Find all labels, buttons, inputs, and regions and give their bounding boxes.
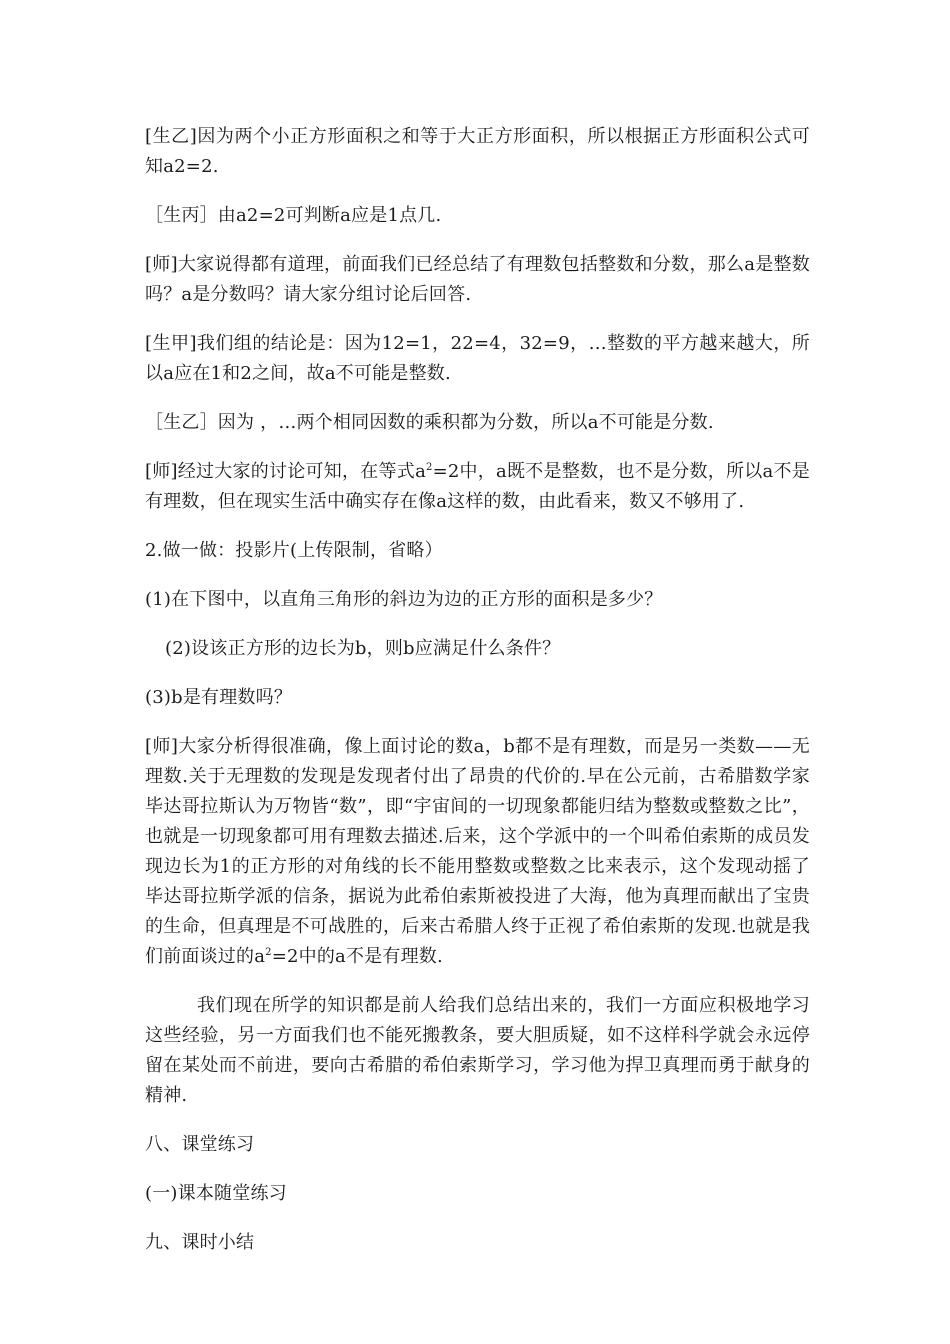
paragraph-student-bing: ［生丙］由a2=2可判断a应是1点几. — [145, 205, 442, 226]
question-2: (2)设该正方形的边长为b，则b应满足什么条件？ — [165, 638, 561, 659]
superscript: 2 — [265, 947, 272, 958]
paragraph-teacher-conclusion — [145, 457, 810, 517]
paragraph-student-jia: [生甲]我们组的结论是：因为12=1，22=4，32=9，…整数的平方越来越大，所以a应在1和2之间，故a不可能是整数. — [145, 333, 810, 384]
heading-classroom-practice: 八、课堂练习 — [145, 1134, 255, 1155]
paragraph-teacher-question: [师]大家说得都有道理，前面我们已经总结了有理数包括整数和分数，那么a是整数吗？a是分数吗？请大家分组讨论后回答. — [145, 254, 810, 305]
paragraph-reflection: 我们现在所学的知识都是前人给我们总结出来的，我们一方面应积极地学习这些经验，另一方面我们也不能死搬教条，要大胆质疑，如不这样科学就会永远停留在某处而不前进，要向古希腊的希伯索斯学习，学习他为捍卫真理而勇于献身的精神. — [145, 995, 810, 1106]
paragraph-student-yi-fraction: ［生乙］因为 ，…两个相同因数的乘积都为分数，所以a不可能是分数. — [145, 412, 714, 433]
document-page — [145, 122, 810, 1277]
text-run: =2中，a既不是整数，也不是分数，所以a不是有理数，但在现实生活中确实存在像a这样的数，由此看来，数又不够用了. — [145, 461, 810, 512]
superscript: 2 — [426, 462, 433, 473]
text-run: [师]经过大家的讨论可知，在等式a — [145, 461, 426, 482]
text-run: [师]大家分析得很准确，像上面讨论的数a，b都不是有理数，而是另一类数——无理数.关于无理数的发现是发现者付出了昂贵的代价的.早在公元前，古希腊数学家毕达哥拉斯认为万物皆“数”，即“宇宙间的一切现象都能归结为整数或整数之比”，也就是一切现象都可用有理数去描述.后来，这个学派中的一个叫希伯索斯的成员发现边长为1的正方形的对角线的长不能用整数或整数之比来表示，这个发现动摇了毕达哥拉斯学派的信条，据说为此希伯索斯被投进了大海，他为真理而献出了宝贵的生命，但真理是不可战胜的，后来古希腊人终于正视了希伯索斯的发现.也就是我们前面谈过的a — [145, 736, 810, 967]
section-do-it: 2.做一做：投影片(上传限制，省略） — [145, 540, 443, 561]
paragraph-student-yi-area: [生乙]因为两个小正方形面积之和等于大正方形面积，所以根据正方形面积公式可知a2=2. — [145, 126, 810, 177]
heading-summary: 九、课时小结 — [145, 1232, 255, 1253]
question-1: (1)在下图中，以直角三角形的斜边为边的正方形的面积是多少？ — [145, 589, 663, 610]
heading-textbook-practice: (一)课本随堂练习 — [145, 1183, 287, 1204]
paragraph-teacher-history — [145, 732, 810, 972]
question-3: (3)b是有理数吗？ — [145, 687, 293, 708]
text-run: =2中的a不是有理数. — [271, 946, 443, 967]
